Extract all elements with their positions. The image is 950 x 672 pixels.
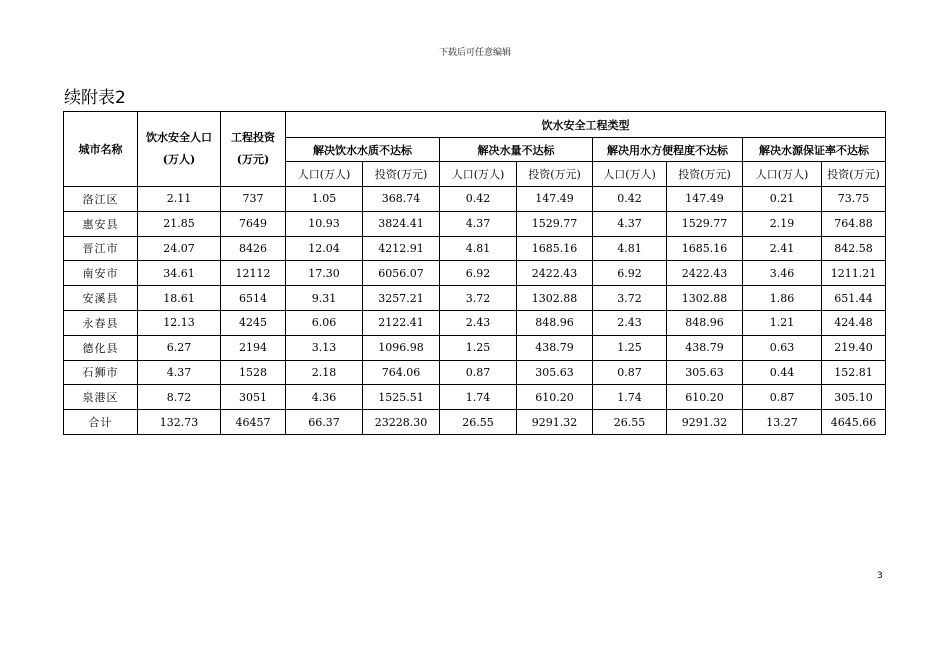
value-cell: 3.46 (743, 261, 822, 286)
value-cell: 1.21 (743, 310, 822, 335)
city-cell: 永春县 (64, 310, 138, 335)
value-cell: 1528 (221, 360, 286, 385)
value-cell: 6056.07 (363, 261, 440, 286)
value-cell: 424.48 (822, 310, 886, 335)
value-cell: 1302.88 (667, 286, 743, 311)
value-cell: 6.06 (286, 310, 363, 335)
value-cell: 6.92 (440, 261, 517, 286)
value-cell: 2194 (221, 335, 286, 360)
value-cell: 26.55 (440, 410, 517, 435)
value-cell: 0.87 (593, 360, 667, 385)
value-cell: 3257.21 (363, 286, 440, 311)
water-safety-table (63, 111, 886, 435)
value-cell: 848.96 (667, 310, 743, 335)
value-cell: 2422.43 (667, 261, 743, 286)
value-cell: 0.42 (440, 187, 517, 212)
value-cell: 764.06 (363, 360, 440, 385)
table-row (64, 335, 886, 360)
value-cell: 737 (221, 187, 286, 212)
value-cell: 0.63 (743, 335, 822, 360)
subheader-population: 人口(万人) (286, 162, 363, 187)
value-cell: 46457 (221, 410, 286, 435)
value-cell: 848.96 (517, 310, 593, 335)
subheader-investment: 投资(万元) (363, 162, 440, 187)
value-cell: 147.49 (667, 187, 743, 212)
value-cell: 1302.88 (517, 286, 593, 311)
value-cell: 4.81 (593, 236, 667, 261)
city-cell: 石狮市 (64, 360, 138, 385)
value-cell: 0.44 (743, 360, 822, 385)
value-cell: 3.72 (593, 286, 667, 311)
value-cell: 438.79 (517, 335, 593, 360)
value-cell: 1.05 (286, 187, 363, 212)
value-cell: 9291.32 (667, 410, 743, 435)
value-cell: 1096.98 (363, 335, 440, 360)
subheader-population: 人口(万人) (593, 162, 667, 187)
value-cell: 1685.16 (517, 236, 593, 261)
header-group-source: 解决水源保证率不达标 (743, 138, 886, 162)
value-cell: 1685.16 (667, 236, 743, 261)
value-cell: 610.20 (517, 385, 593, 410)
city-cell: 南安市 (64, 261, 138, 286)
value-cell: 4.37 (593, 211, 667, 236)
value-cell: 4245 (221, 310, 286, 335)
value-cell: 8426 (221, 236, 286, 261)
subheader-population: 人口(万人) (440, 162, 517, 187)
value-cell: 0.87 (440, 360, 517, 385)
value-cell: 0.21 (743, 187, 822, 212)
value-cell: 9291.32 (517, 410, 593, 435)
header-note: 下载后可任意编辑 (438, 48, 511, 58)
header-city: 城市名称 (64, 112, 138, 187)
value-cell: 305.63 (517, 360, 593, 385)
value-cell: 26.55 (593, 410, 667, 435)
value-cell: 2.43 (440, 310, 517, 335)
value-cell: 651.44 (822, 286, 886, 311)
value-cell: 2.41 (743, 236, 822, 261)
value-cell: 132.73 (138, 410, 221, 435)
subheader-investment: 投资(万元) (517, 162, 593, 187)
value-cell: 1211.21 (822, 261, 886, 286)
value-cell: 1.74 (593, 385, 667, 410)
value-cell: 4.37 (138, 360, 221, 385)
header-project-type: 饮水安全工程类型 (286, 112, 886, 138)
table-row (64, 286, 886, 311)
value-cell: 368.74 (363, 187, 440, 212)
value-cell: 4.37 (440, 211, 517, 236)
table-row (64, 236, 886, 261)
value-cell: 1525.51 (363, 385, 440, 410)
value-cell: 0.42 (593, 187, 667, 212)
table-row (64, 360, 886, 385)
value-cell: 2.11 (138, 187, 221, 212)
value-cell: 6.92 (593, 261, 667, 286)
city-cell: 惠安县 (64, 211, 138, 236)
value-cell: 152.81 (822, 360, 886, 385)
value-cell: 6.27 (138, 335, 221, 360)
value-cell: 3.13 (286, 335, 363, 360)
value-cell: 12.04 (286, 236, 363, 261)
value-cell: 23228.30 (363, 410, 440, 435)
document-title: 续附表2 (64, 88, 126, 108)
header-group-convenience: 解决用水方便程度不达标 (593, 138, 743, 162)
value-cell: 610.20 (667, 385, 743, 410)
value-cell: 842.58 (822, 236, 886, 261)
value-cell: 10.93 (286, 211, 363, 236)
city-cell: 晋江市 (64, 236, 138, 261)
value-cell: 21.85 (138, 211, 221, 236)
value-cell: 219.40 (822, 335, 886, 360)
value-cell: 3051 (221, 385, 286, 410)
subheader-investment: 投资(万元) (667, 162, 743, 187)
table-row (64, 187, 886, 212)
value-cell: 305.10 (822, 385, 886, 410)
value-cell: 8.72 (138, 385, 221, 410)
value-cell: 764.88 (822, 211, 886, 236)
value-cell: 12112 (221, 261, 286, 286)
city-cell: 洛江区 (64, 187, 138, 212)
header-population: 饮水安全人口 (万人) (138, 112, 221, 187)
value-cell: 6514 (221, 286, 286, 311)
subheader-population: 人口(万人) (743, 162, 822, 187)
header-group-quality: 解决饮水水质不达标 (286, 138, 440, 162)
value-cell: 1.86 (743, 286, 822, 311)
value-cell: 147.49 (517, 187, 593, 212)
value-cell: 2422.43 (517, 261, 593, 286)
value-cell: 1.25 (593, 335, 667, 360)
table-row (64, 211, 886, 236)
header-group-quantity: 解决水量不达标 (440, 138, 593, 162)
value-cell: 2122.41 (363, 310, 440, 335)
value-cell: 1.74 (440, 385, 517, 410)
table-row (64, 310, 886, 335)
table-row (64, 261, 886, 286)
value-cell: 1529.77 (517, 211, 593, 236)
value-cell: 18.61 (138, 286, 221, 311)
value-cell: 3824.41 (363, 211, 440, 236)
value-cell: 7649 (221, 211, 286, 236)
value-cell: 4645.66 (822, 410, 886, 435)
value-cell: 4.36 (286, 385, 363, 410)
value-cell: 1529.77 (667, 211, 743, 236)
table-row (64, 385, 886, 410)
value-cell: 9.31 (286, 286, 363, 311)
city-cell: 德化县 (64, 335, 138, 360)
header-investment: 工程投资 (万元) (221, 112, 286, 187)
value-cell: 438.79 (667, 335, 743, 360)
value-cell: 17.30 (286, 261, 363, 286)
city-cell: 合计 (64, 410, 138, 435)
city-cell: 泉港区 (64, 385, 138, 410)
value-cell: 2.18 (286, 360, 363, 385)
value-cell: 4212.91 (363, 236, 440, 261)
value-cell: 3.72 (440, 286, 517, 311)
value-cell: 73.75 (822, 187, 886, 212)
table-row (64, 410, 886, 435)
value-cell: 66.37 (286, 410, 363, 435)
value-cell: 24.07 (138, 236, 221, 261)
value-cell: 0.87 (743, 385, 822, 410)
value-cell: 4.81 (440, 236, 517, 261)
value-cell: 2.19 (743, 211, 822, 236)
value-cell: 13.27 (743, 410, 822, 435)
value-cell: 12.13 (138, 310, 221, 335)
value-cell: 34.61 (138, 261, 221, 286)
page-number: 3 (877, 571, 883, 581)
value-cell: 2.43 (593, 310, 667, 335)
city-cell: 安溪县 (64, 286, 138, 311)
value-cell: 305.63 (667, 360, 743, 385)
subheader-investment: 投资(万元) (822, 162, 886, 187)
value-cell: 1.25 (440, 335, 517, 360)
